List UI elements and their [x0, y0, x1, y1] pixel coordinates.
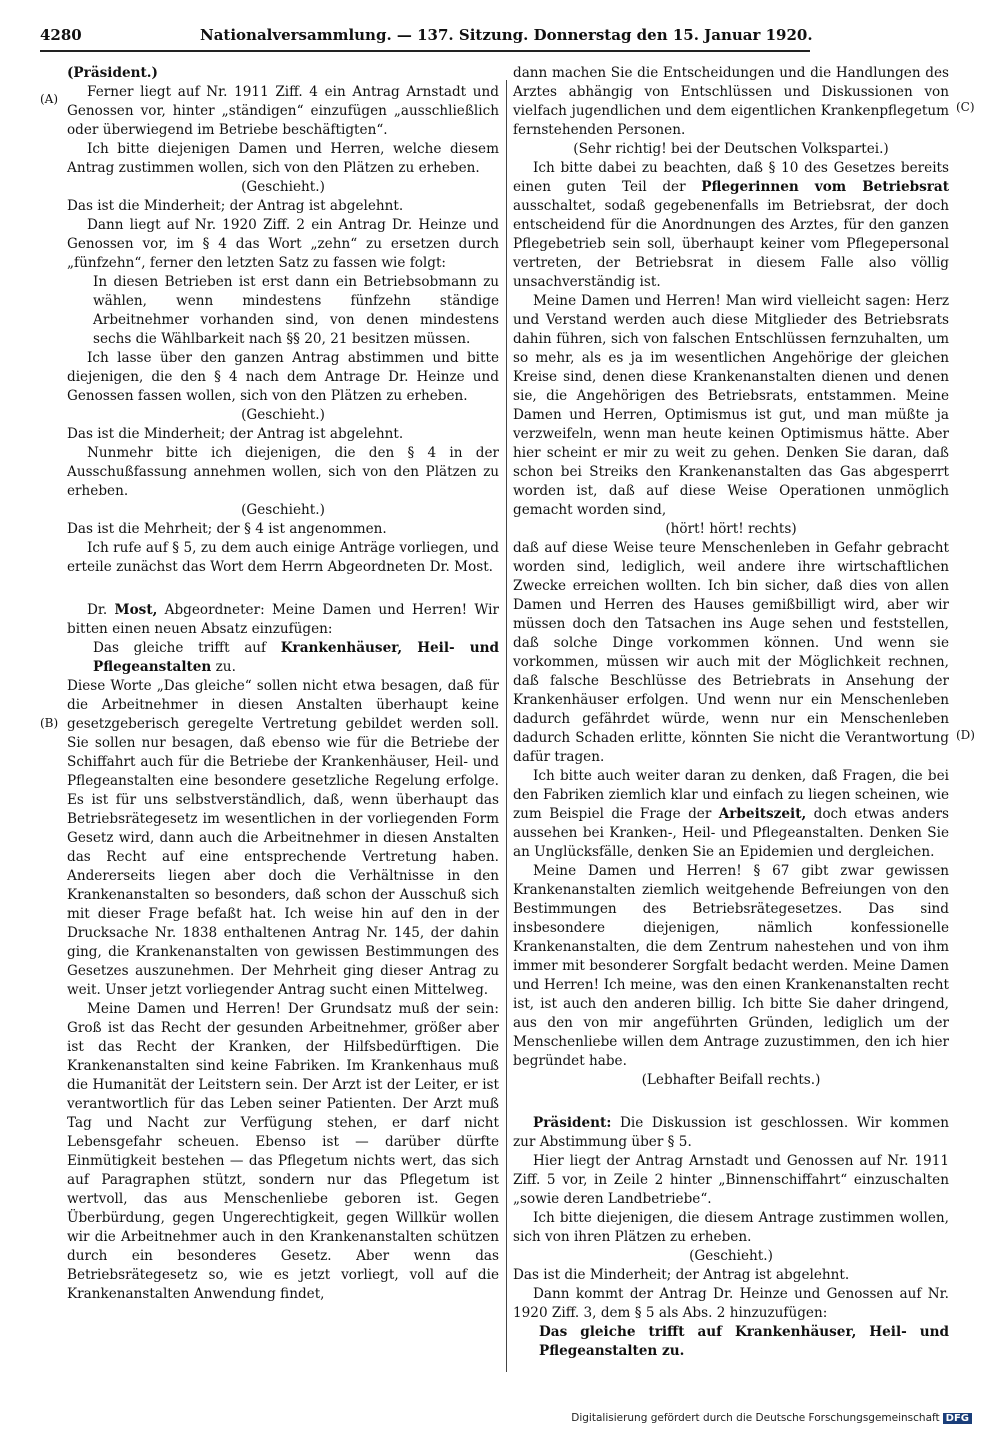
- stage-direction: (Sehr richtig! bei der Deutschen Volkspartei.): [573, 141, 889, 157]
- quote-text: Das gleiche trifft auf: [93, 640, 281, 656]
- paragraph: Ich bitte diejenigen Damen und Herren, welche diesem Antrag zustimmen wollen, sich von den Plätzen zu erheben.: [67, 141, 499, 176]
- speech-text: Abgeordneter: Meine Damen und Herren! Wir bitten einen neuen Absatz einzufügen:: [67, 602, 500, 637]
- paragraph: Ich rufe auf § 5, zu dem auch einige Anträge vorliegen, und erteile zunächst das Wort dem Herrn Abgeordneten Dr. Most.: [67, 540, 499, 575]
- speaker-title: Dr.: [87, 602, 115, 618]
- speech-opening: [67, 601, 499, 639]
- quote-emphasis: Krankenhäuser, Heil- und Pflegeanstalten: [93, 640, 499, 675]
- paragraph: Ferner liegt auf Nr. 1911 Ziff. 4 ein Antrag Arnstadt und Genossen vor, hinter „ständigen“ einzufügen „ausschließlich oder überwiegend im Betriebe beschäftigten“.: [67, 84, 499, 138]
- quoted-motion: Das gleiche trifft auf Krankenhäuser, Heil- und Pflegeanstalten zu.: [539, 1324, 949, 1359]
- margin-marker-b: (B): [40, 716, 59, 730]
- paragraph: Meine Damen und Herren! Der Grundsatz muß der sein: Groß ist das Recht der gesunden Arbeitnehmer, größer aber ist das Recht der Kranken, der Hilfsbedürftigen. Die Krankenanstalten sind keine Fabriken. Im Krankenhaus muß die Humanität der Leitstern sein. Der Arzt ist der Leiter, er ist verantwortlich für das Leben seiner Patienten. Der Arzt muß Tag und Nacht zur Verfügung stehen, er darf nicht Lebensgefahr scheuen. Ebenso ist — darüber dürfte Einmütigkeit bestehen — das Pflegetum nichts wert, das sich auf Paragraphen stützt, sondern nur das Pflegetum ist wertvoll, das aus Menschenliebe geboren ist. Gegen Überbürdung, gegen Ungerechtigkeit, gegen Willkür wollen wir die Arbeitnehmer auch in den Krankenanstalten schützen durch ein besonderes Gesetz. Aber wenn das Betriebsrätegesetz so, wie es jetzt vorliegt, voll auf die Krankenanstalten Anwendung findet,: [67, 1001, 499, 1302]
- right-column: [513, 64, 949, 1361]
- column-divider: [506, 80, 507, 1372]
- paragraph-text: Ich bitte auch weiter daran zu denken, daß Fragen, die bei den Fabriken ziemlich klar und einfach zu liegen scheinen, wie zum Beispiel die Frage der: [513, 768, 949, 822]
- left-column: [67, 64, 499, 1304]
- paragraph: Diese Worte „Das gleiche“ sollen nicht etwa besagen, daß für die Arbeitnehmer in diesen Anstalten überhaupt keine gesetzgeberisch geregelte Vertretung gebildet werden soll. Sie sollen nur besagen, daß ebenso wie für die Betriebe der Schiffahrt auch für die Betriebe der Krankenhäuser, Heil- und Pflegeanstalten eine besondere gesetzliche Regelung erfolge. Es ist für uns selbstverständlich, daß, wenn überhaupt das Betriebsrätegesetz im wesentlichen in der vorliegenden Form Gesetz wird, dann auch die Arbeitnehmer in diesen Anstalten das Recht auf eine entsprechende Vertretung haben. Andererseits liegen aber doch die Verhältnisse in den Krankenanstalten so besonders, daß schon der Ausschuß sich mit dieser Frage befaßt hat. Ich weise hin auf den in der Drucksache Nr. 1838 enthaltenen Antrag Nr. 145, der dahin ging, die Krankenanstalten von gewissen Bestimmungen des Gesetzes auszunehmen. Der Mehrheit ging dieser Antrag zu weit. Unser jetzt vorliegender Antrag sucht einen Mittelweg.: [67, 678, 499, 998]
- paragraph-emphasis: Arbeitszeit,: [718, 806, 807, 822]
- paragraph: Nunmehr bitte ich diejenigen, die den § 4 in der Ausschußfassung annehmen wollen, sich von den Plätzen zu erheben.: [67, 445, 499, 499]
- stage-direction: (Geschieht.): [241, 179, 325, 195]
- paragraph: Dann kommt der Antrag Dr. Heinze und Genossen auf Nr. 1920 Ziff. 3, dem § 5 als Abs. 2 hinzuzufügen:: [513, 1286, 949, 1321]
- margin-marker-c: (C): [956, 100, 975, 114]
- speaker-name: Most,: [114, 602, 158, 618]
- paragraph: Dann liegt auf Nr. 1920 Ziff. 2 ein Antrag Dr. Heinze und Genossen vor, im § 4 das Wort „zehn“ zu ersetzen durch „fünfzehn“, ferner den letzten Satz zu fassen wie folgt:: [67, 217, 499, 271]
- stage-direction: (Geschieht.): [689, 1248, 773, 1264]
- paragraph: Ich lasse über den ganzen Antrag abstimmen und bitte diejenigen, die den § 4 nach dem Antrage Dr. Heinze und Genossen fassen wollen, sich von den Plätzen zu erheben.: [67, 350, 499, 404]
- quoted-motion: In diesen Betrieben ist erst dann ein Betriebsobmann zu wählen, wenn mindestens fünfzehn ständige Arbeitnehmer vorhanden sind, von denen mindestens sechs die Wählbarkeit nach §§ 20, 21 besitzen müssen.: [93, 274, 499, 347]
- speaker-label: (Präsident.): [67, 65, 158, 81]
- margin-marker-d: (D): [956, 728, 975, 742]
- paragraph: Das ist die Mehrheit; der § 4 ist angenommen.: [67, 521, 387, 537]
- stage-direction: (Lebhafter Beifall rechts.): [641, 1072, 821, 1088]
- page-header: [40, 20, 813, 52]
- paragraph-emphasis: Pflegerinnen vom Betriebsrat: [701, 179, 949, 195]
- page-number: 4280: [40, 26, 82, 44]
- quote-text: zu.: [211, 659, 236, 675]
- paragraph: daß auf diese Weise teure Menschenleben in Gefahr gebracht worden sind, lediglich, weil andere ihre wirtschaftlichen Zwecke erreichen wollten. Ich bin sicher, daß dies von allen Damen und Herren des Hauses gemißbilligt wird, aber wir müssen doch den Tatsachen ins Auge sehen und feststellen, daß solche Dinge vorkommen können. Und wenn sie vorkommen, müssen wir auch mit der Möglichkeit rechnen, daß falsche Beschlüsse des Betriebrats in Ansehung der Krankenhäuser erfolgen. Und wenn nur ein Menschenleben dadurch gefährdet würde, wenn nur ein Menschenleben dadurch Schaden erlitte, könnten Sie nicht die Verantwortung dafür tragen.: [513, 540, 949, 765]
- stage-direction: (Geschieht.): [241, 407, 325, 423]
- paragraph: Meine Damen und Herren! § 67 gibt zwar gewissen Krankenanstalten ziemlich weitgehende Befreiungen von den Bestimmungen des Betriebsrätegesetzes. Das sind insbesondere diejenigen, nämlich konfessionelle Krankenanstalten, die dem Zentrum nahestehen und von ihm immer mit besonderer Sorgfalt bedacht werden. Meine Damen und Herren! Ich meine, was den einen Krankenanstalten recht ist, ist auch den anderen billig. Ich bitte Sie daher dringend, aus den von mir angeführten Gründen, lediglich um der Menschenliebe willen dem Antrage zuzustimmen, den ich hier begründet habe.: [513, 863, 949, 1069]
- speech-text: Die Diskussion ist geschlossen. Wir kommen zur Abstimmung über § 5.: [513, 1115, 949, 1150]
- stage-direction: (hört! hört! rechts): [665, 521, 797, 537]
- stage-direction: (Geschieht.): [241, 502, 325, 518]
- footer-text: Digitalisierung gefördert durch die Deutsche Forschungsgemeinschaft: [571, 1412, 940, 1424]
- paragraph-text: doch etwas anders aussehen bei Kranken-, Heil- und Pflegeanstalten. Denken Sie an Unglücksfälle, denken Sie an Epidemien und dergleichen.: [513, 806, 949, 860]
- paragraph: Meine Damen und Herren! Man wird vielleicht sagen: Herz und Verstand werden auch diese Mitglieder des Betriebsrats dahin führen, sich von falschen Entschlüssen fernzuhalten, um so mehr, als es ja im wesentlichen Angehörige der gleichen Kreise sind, denen diese Krankenanstalten dienen und denen sie, die Angehörigen des Betriebsrats, entstammen. Meine Damen und Herren, Optimismus ist gut, und man müßte ja verzweifeln, wenn man heute keinen Optimismus hätte. Aber hier scheint er mir zu weit zu gehen. Denken Sie daran, daß schon bei Streiks den Krankenanstalten das Gas abgesperrt worden ist, daß auf diese Weise Operationen unmöglich gemacht worden sind,: [513, 293, 949, 518]
- margin-marker-a: (A): [40, 92, 59, 106]
- paragraph: [513, 767, 949, 862]
- paragraph: Das ist die Minderheit; der Antrag ist abgelehnt.: [513, 1267, 850, 1283]
- paragraph-text: ausschaltet, sodaß gegebenenfalls im Betriebsrat, der doch entscheidend für die Anordnungen des Arztes, für den ganzen Pflegebetrieb sein soll, überhaupt keiner vom Pflegepersonal vertreten, der Betriebsrat in diesem Falle also völlig unsachverständig ist.: [513, 198, 949, 290]
- running-title: Nationalversammlung. — 137. Sitzung. Donnerstag den 15. Januar 1920.: [200, 26, 813, 44]
- paragraph: Das ist die Minderheit; der Antrag ist abgelehnt.: [67, 426, 404, 442]
- speaker-name: Präsident:: [533, 1115, 612, 1131]
- speech-opening: [513, 1114, 949, 1152]
- paragraph: dann machen Sie die Entscheidungen und die Handlungen des Arztes abhängig von Entschlüssen und Diskussionen von vielfach jugendlichen und dem eigentlichen Krankenpflegetum fernstehenden Personen.: [513, 65, 949, 138]
- paragraph: Ich bitte diejenigen, die diesem Antrage zustimmen wollen, sich von ihren Plätzen zu erheben.: [513, 1210, 949, 1245]
- paragraph: [513, 159, 949, 292]
- paragraph-text: Ich bitte dabei zu beachten, daß § 10 des Gesetzes bereits einen guten Teil der: [513, 160, 949, 195]
- quoted-motion: [93, 639, 499, 677]
- dfg-logo: DFG: [943, 1413, 972, 1424]
- paragraph: Das ist die Minderheit; der Antrag ist abgelehnt.: [67, 198, 404, 214]
- paragraph: Hier liegt der Antrag Arnstadt und Genossen auf Nr. 1911 Ziff. 5 vor, in Zeile 2 hinter „Binnenschiffahrt“ einzuschalten „sowie deren Landbetriebe“.: [513, 1153, 949, 1207]
- funding-footer: [571, 1412, 972, 1424]
